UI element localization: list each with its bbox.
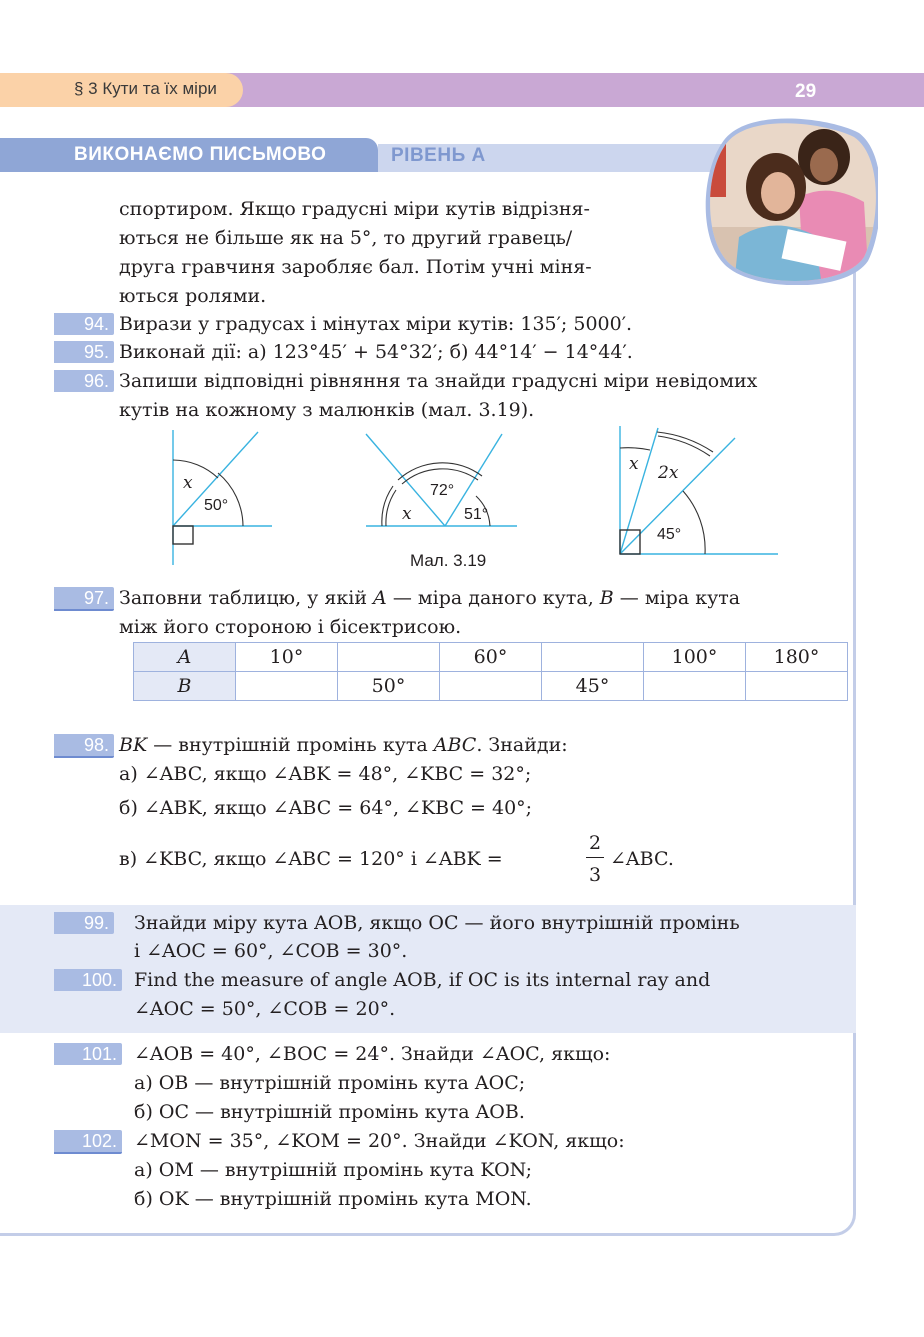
exercise-100-text: Find the measure of angle AOB, if OC is its internal ray and: [134, 969, 711, 991]
exercise-96-text: кутів на кожному з малюнків (мал. 3.19).: [119, 399, 535, 421]
table-cell: [338, 643, 440, 672]
figure-caption: Мал. 3.19: [410, 551, 487, 570]
exercise-101-text: ∠AOB = 40°, ∠BOC = 24°. Знайди ∠AOC, якщо:: [134, 1043, 611, 1065]
fig2-x: x: [402, 504, 412, 524]
table-cell: [542, 643, 644, 672]
exercise-95-text: Виконай дії: а) 123°45′ + 54°32′; б) 44°14′ − 14°44′.: [119, 341, 633, 363]
table-row: [134, 672, 848, 701]
table-cell: 10°: [236, 643, 338, 672]
table-cell: 100°: [644, 643, 746, 672]
exercise-101-b: б) OC — внутрішній промінь кута AOB.: [134, 1101, 525, 1123]
fraction-numerator: 2: [588, 832, 602, 854]
exercise-number: 100.: [54, 969, 122, 991]
exercise-99-text: Знайди міру кута AOB, якщо OC — його внутрішній промінь: [134, 912, 740, 934]
table-cell: 60°: [440, 643, 542, 672]
fig1-angle: 50°: [204, 497, 229, 514]
table-cell: 180°: [746, 643, 848, 672]
exercise-94-text: Вирази у градусах і мінутах міри кутів: 135′; 5000′.: [119, 313, 633, 335]
section-title: § 3 Кути та їх міри: [74, 79, 217, 98]
fig3-angle: 45°: [657, 526, 682, 543]
students-photo: [704, 117, 878, 285]
exercise-98-text: BK — внутрішній промінь кута ABC. Знайди:: [119, 734, 568, 756]
exercise-98-a: а) ∠ABC, якщо ∠ABK = 48°, ∠KBC = 32°;: [119, 763, 532, 785]
exercise-number: 101.: [54, 1043, 122, 1065]
table-cell: 45°: [542, 672, 644, 701]
exercise-98-c-tail: ∠ABC.: [610, 848, 674, 870]
exercise-102-text: ∠MON = 35°, ∠KOM = 20°. Знайди ∠KON, якщо:: [134, 1130, 625, 1152]
banner-level: РІВЕНЬ А: [391, 145, 486, 166]
table-cell: 50°: [338, 672, 440, 701]
exercise-number: 98.: [54, 734, 114, 758]
table-cell: [746, 672, 848, 701]
table-cell: A: [134, 643, 236, 672]
exercise-number: 96.: [54, 370, 114, 392]
exercise-100-text: ∠AOC = 50°, ∠COB = 20°.: [134, 998, 396, 1020]
exercise-102-a: а) OM — внутрішній промінь кута KON;: [134, 1159, 532, 1181]
fig2-top: 72°: [430, 482, 455, 499]
fraction-denominator: 3: [588, 864, 602, 886]
exercise-96-text: Запиши відповідні рівняння та знайди градусні міри невідомих: [119, 370, 758, 392]
angle-table: [133, 642, 848, 701]
exercise-number: 97.: [54, 587, 114, 611]
exercise-number: 99.: [54, 912, 114, 934]
exercise-number: 102.: [54, 1130, 122, 1154]
fig2-right: 51°: [464, 506, 489, 523]
table-cell: [236, 672, 338, 701]
table-cell: B: [134, 672, 236, 701]
exercise-102-b: б) OK — внутрішній промінь кута MON.: [134, 1188, 532, 1210]
exercise-98-b: б) ∠ABK, якщо ∠ABC = 64°, ∠KBC = 40°;: [119, 797, 533, 819]
intro-line: ються ролями.: [119, 285, 267, 307]
intro-line: ються не більше як на 5°, то другий гравець/: [119, 227, 573, 249]
exercise-98-c: в) ∠KBC, якщо ∠ABC = 120° і ∠ABK =: [119, 848, 503, 870]
table-row: [134, 643, 848, 672]
page-number: 29: [795, 81, 817, 102]
fraction-bar: [586, 857, 604, 858]
exercise-99-text: і ∠AOC = 60°, ∠COB = 30°.: [134, 940, 408, 962]
exercise-101-a: а) OB — внутрішній промінь кута AOC;: [134, 1072, 526, 1094]
banner-title: ВИКОНАЄМО ПИСЬМОВО: [74, 144, 327, 165]
fig3-2x: 2x: [658, 463, 679, 483]
intro-line: спортиром. Якщо градусні міри кутів відрізня-: [119, 198, 590, 220]
figure-3-19: [140, 420, 800, 570]
table-cell: [440, 672, 542, 701]
fig3-x: x: [629, 454, 639, 474]
fig1-x: x: [183, 473, 193, 493]
exercise-number: 94.: [54, 313, 114, 335]
exercise-number: 95.: [54, 341, 114, 363]
intro-line: друга гравчиня заробляє бал. Потім учні міня-: [119, 256, 592, 278]
table-cell: [644, 672, 746, 701]
exercise-97-text: Заповни таблицю, у якій A — міра даного кута, B — міра кута: [119, 587, 741, 609]
exercise-97-text: між його стороною і бісектрисою.: [119, 616, 462, 638]
